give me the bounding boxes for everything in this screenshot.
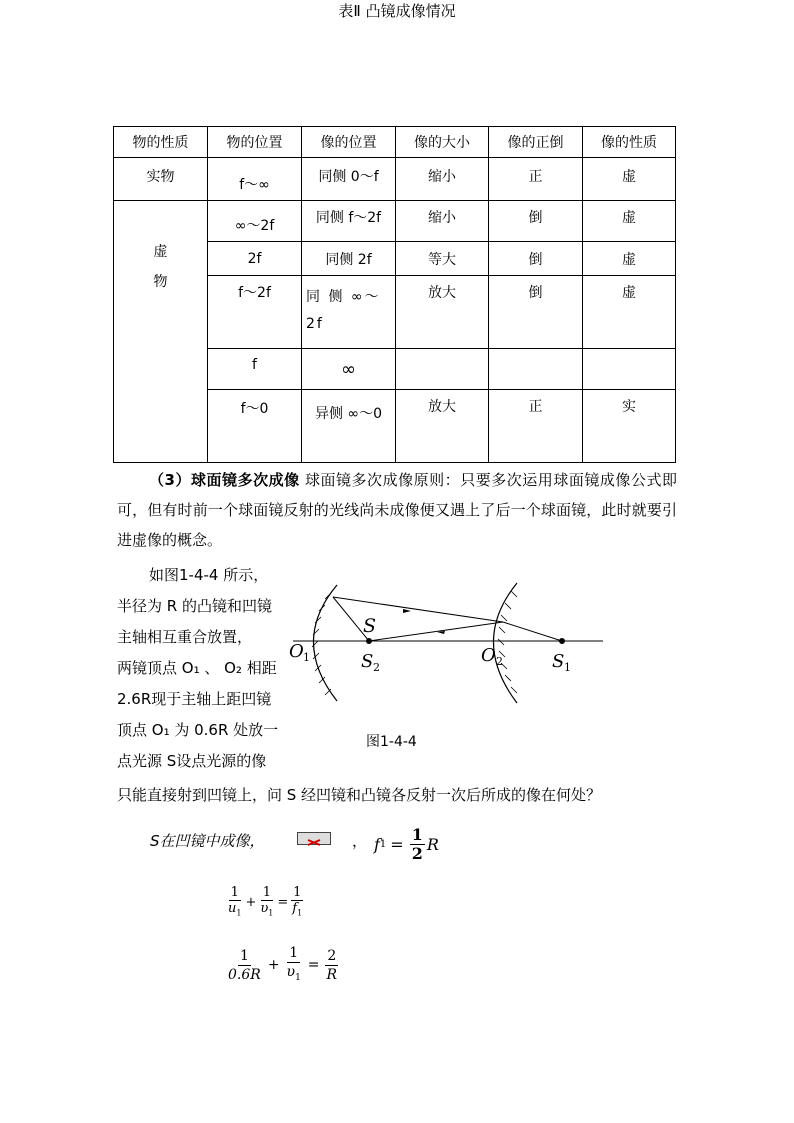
convex-mirror [494, 583, 518, 703]
imaging-table [113, 126, 676, 463]
table-row [114, 158, 676, 201]
fraction [285, 944, 303, 987]
problem-line: 两镜顶点 O₁ 、 O₂ 相距 [117, 659, 277, 677]
table-cell: 虚 [583, 201, 676, 242]
denominator: $u_1$ [228, 901, 242, 918]
cell-real-object: 实物 [114, 158, 208, 201]
table-cell: 正 [489, 158, 583, 201]
table-cell [396, 349, 489, 390]
solution-comma: ， [352, 832, 368, 850]
label-o1-sub: 1 [303, 651, 310, 664]
fraction [325, 947, 340, 984]
ray-reflected [333, 597, 503, 622]
fraction [290, 885, 304, 921]
mirror-equation-1 [224, 885, 306, 921]
denominator: $\upsilon_1$ [286, 964, 301, 983]
virtual-label-2: 物 [153, 274, 168, 290]
table-cell: 同侧 f～2f [302, 201, 396, 242]
r-symbol: R [426, 835, 439, 854]
convex-mirror-hatching [498, 591, 517, 693]
fraction [258, 885, 275, 921]
ray-virtual [503, 622, 562, 641]
problem-line: 如图1-4-4 所示， [149, 566, 269, 584]
table-cell: 倒 [489, 276, 583, 349]
solution-intro: S在凹镜中成像， [150, 832, 265, 850]
table-header-row [114, 127, 676, 158]
table-cell: 异侧 ∞～0 [302, 390, 396, 463]
denominator: R [326, 966, 338, 983]
table-cell [489, 349, 583, 390]
table-cell: 虚 [583, 158, 676, 201]
plus-sign: + [267, 957, 280, 974]
point-s2 [366, 638, 372, 644]
equals-sign: = [307, 957, 320, 974]
concave-mirror-hatching [312, 593, 331, 695]
table-row [114, 201, 676, 242]
table-cell: 虚 [583, 276, 676, 349]
header-cell: 像的正倒 [489, 127, 583, 158]
label-s1-sub: 1 [564, 661, 571, 674]
table-cell: 倒 [489, 201, 583, 242]
table-cell: 倒 [489, 242, 583, 276]
header-cell: 物的性质 [114, 127, 208, 158]
fraction [226, 885, 243, 921]
table-cell: f～2f [208, 276, 302, 349]
point-s1 [559, 638, 565, 644]
table-cell: ∞ [302, 349, 396, 390]
table-cell: 同侧 2f [302, 242, 396, 276]
label-s: S [363, 615, 377, 637]
header-cell: 物的位置 [208, 127, 302, 158]
table-cell: 放大 [396, 390, 489, 463]
figure-caption: 图1-4-4 [366, 734, 417, 750]
problem-line: 顶点 O₁ 为 0.6R 处放一 [117, 721, 279, 739]
table-cell [583, 349, 676, 390]
numerator: 1 [230, 885, 239, 900]
ray-back [369, 622, 503, 641]
cell-virtual-object [114, 201, 208, 463]
numerator: 1 [239, 947, 249, 964]
numerator: 1 [289, 945, 299, 961]
table-cell: 缩小 [396, 201, 489, 242]
table-cell: ∞～2f [208, 201, 302, 242]
table-cell: 等大 [396, 242, 489, 276]
table-cell: 2f [208, 242, 302, 276]
label-s2: S [361, 651, 374, 672]
table-cell: f [208, 349, 302, 390]
problem-line: 主轴相互重合放置， [117, 628, 253, 646]
header-cell: 像的性质 [583, 127, 676, 158]
label-s1: S [552, 651, 565, 672]
broken-image-icon [298, 837, 330, 848]
label-o2-sub: 2 [496, 655, 503, 668]
denominator: $\upsilon_1$ [260, 901, 274, 918]
header-cell: 像的大小 [396, 127, 489, 158]
header-cell: 像的位置 [302, 127, 396, 158]
table-cell: 同侧 0～f [302, 158, 396, 201]
concave-mirror [314, 585, 338, 701]
table-cell: 缩小 [396, 158, 489, 201]
label-o1: O [289, 641, 304, 662]
table-cell: f～∞ [208, 158, 302, 201]
focal-length-equation [374, 826, 439, 863]
broken-image-placeholder [297, 832, 331, 845]
numerator: 1 [293, 885, 302, 900]
section-heading: （3）球面镜多次成像 [149, 471, 300, 489]
f1-sub: 1 [379, 839, 387, 850]
mirror-diagram [285, 575, 610, 715]
plus-sign: + [245, 895, 257, 911]
equals-sign: = [277, 895, 289, 911]
denominator: 0.6R [228, 966, 261, 983]
table-cell: 虚 [583, 242, 676, 276]
virtual-label-1: 虚 [153, 244, 168, 260]
section-paragraph [117, 465, 677, 555]
table-cell: 实 [583, 390, 676, 463]
arrow-head [403, 609, 411, 613]
fraction [226, 947, 263, 984]
table-cell: f～0 [208, 390, 302, 463]
problem-continuation: 只能直接射到凹镜上，问 S 经凹镜和凸镜各反射一次后所成的像在何处？ [117, 786, 602, 804]
numerator: 1 [262, 885, 272, 900]
problem-line: 2.6R现于主轴上距凹镜 [117, 690, 272, 708]
table-cell: 同 侧 ∞～2f [302, 276, 396, 349]
mirror-equation-2 [224, 944, 341, 987]
equals-sign: = [390, 835, 404, 854]
table-cell: 放大 [396, 276, 489, 349]
f1-symbol: f [374, 835, 380, 854]
half-fraction [410, 826, 425, 863]
label-o2: O [481, 645, 496, 666]
section-body: 球面镜多次成像原则：只要多次运用球面镜成像公式即可，但有时前一个球面镜反射的光线尚未成像便又遇上了后一个球面镜，此时就要引进虚像的概念。 [117, 471, 677, 549]
problem-line: 半径为 R 的凸镜和凹镜 [117, 597, 272, 615]
problem-line: 点光源 S设点光源的像 [117, 752, 267, 770]
problem-text [117, 560, 289, 777]
table-title: 表Ⅱ 凸镜成像情况 [338, 2, 456, 20]
half-numerator: 1 [411, 825, 423, 844]
numerator: 2 [327, 947, 337, 964]
table-cell: 正 [489, 390, 583, 463]
half-denominator: 2 [411, 844, 423, 863]
denominator: $f_1$ [292, 901, 303, 918]
label-s2-sub: 2 [373, 661, 380, 674]
